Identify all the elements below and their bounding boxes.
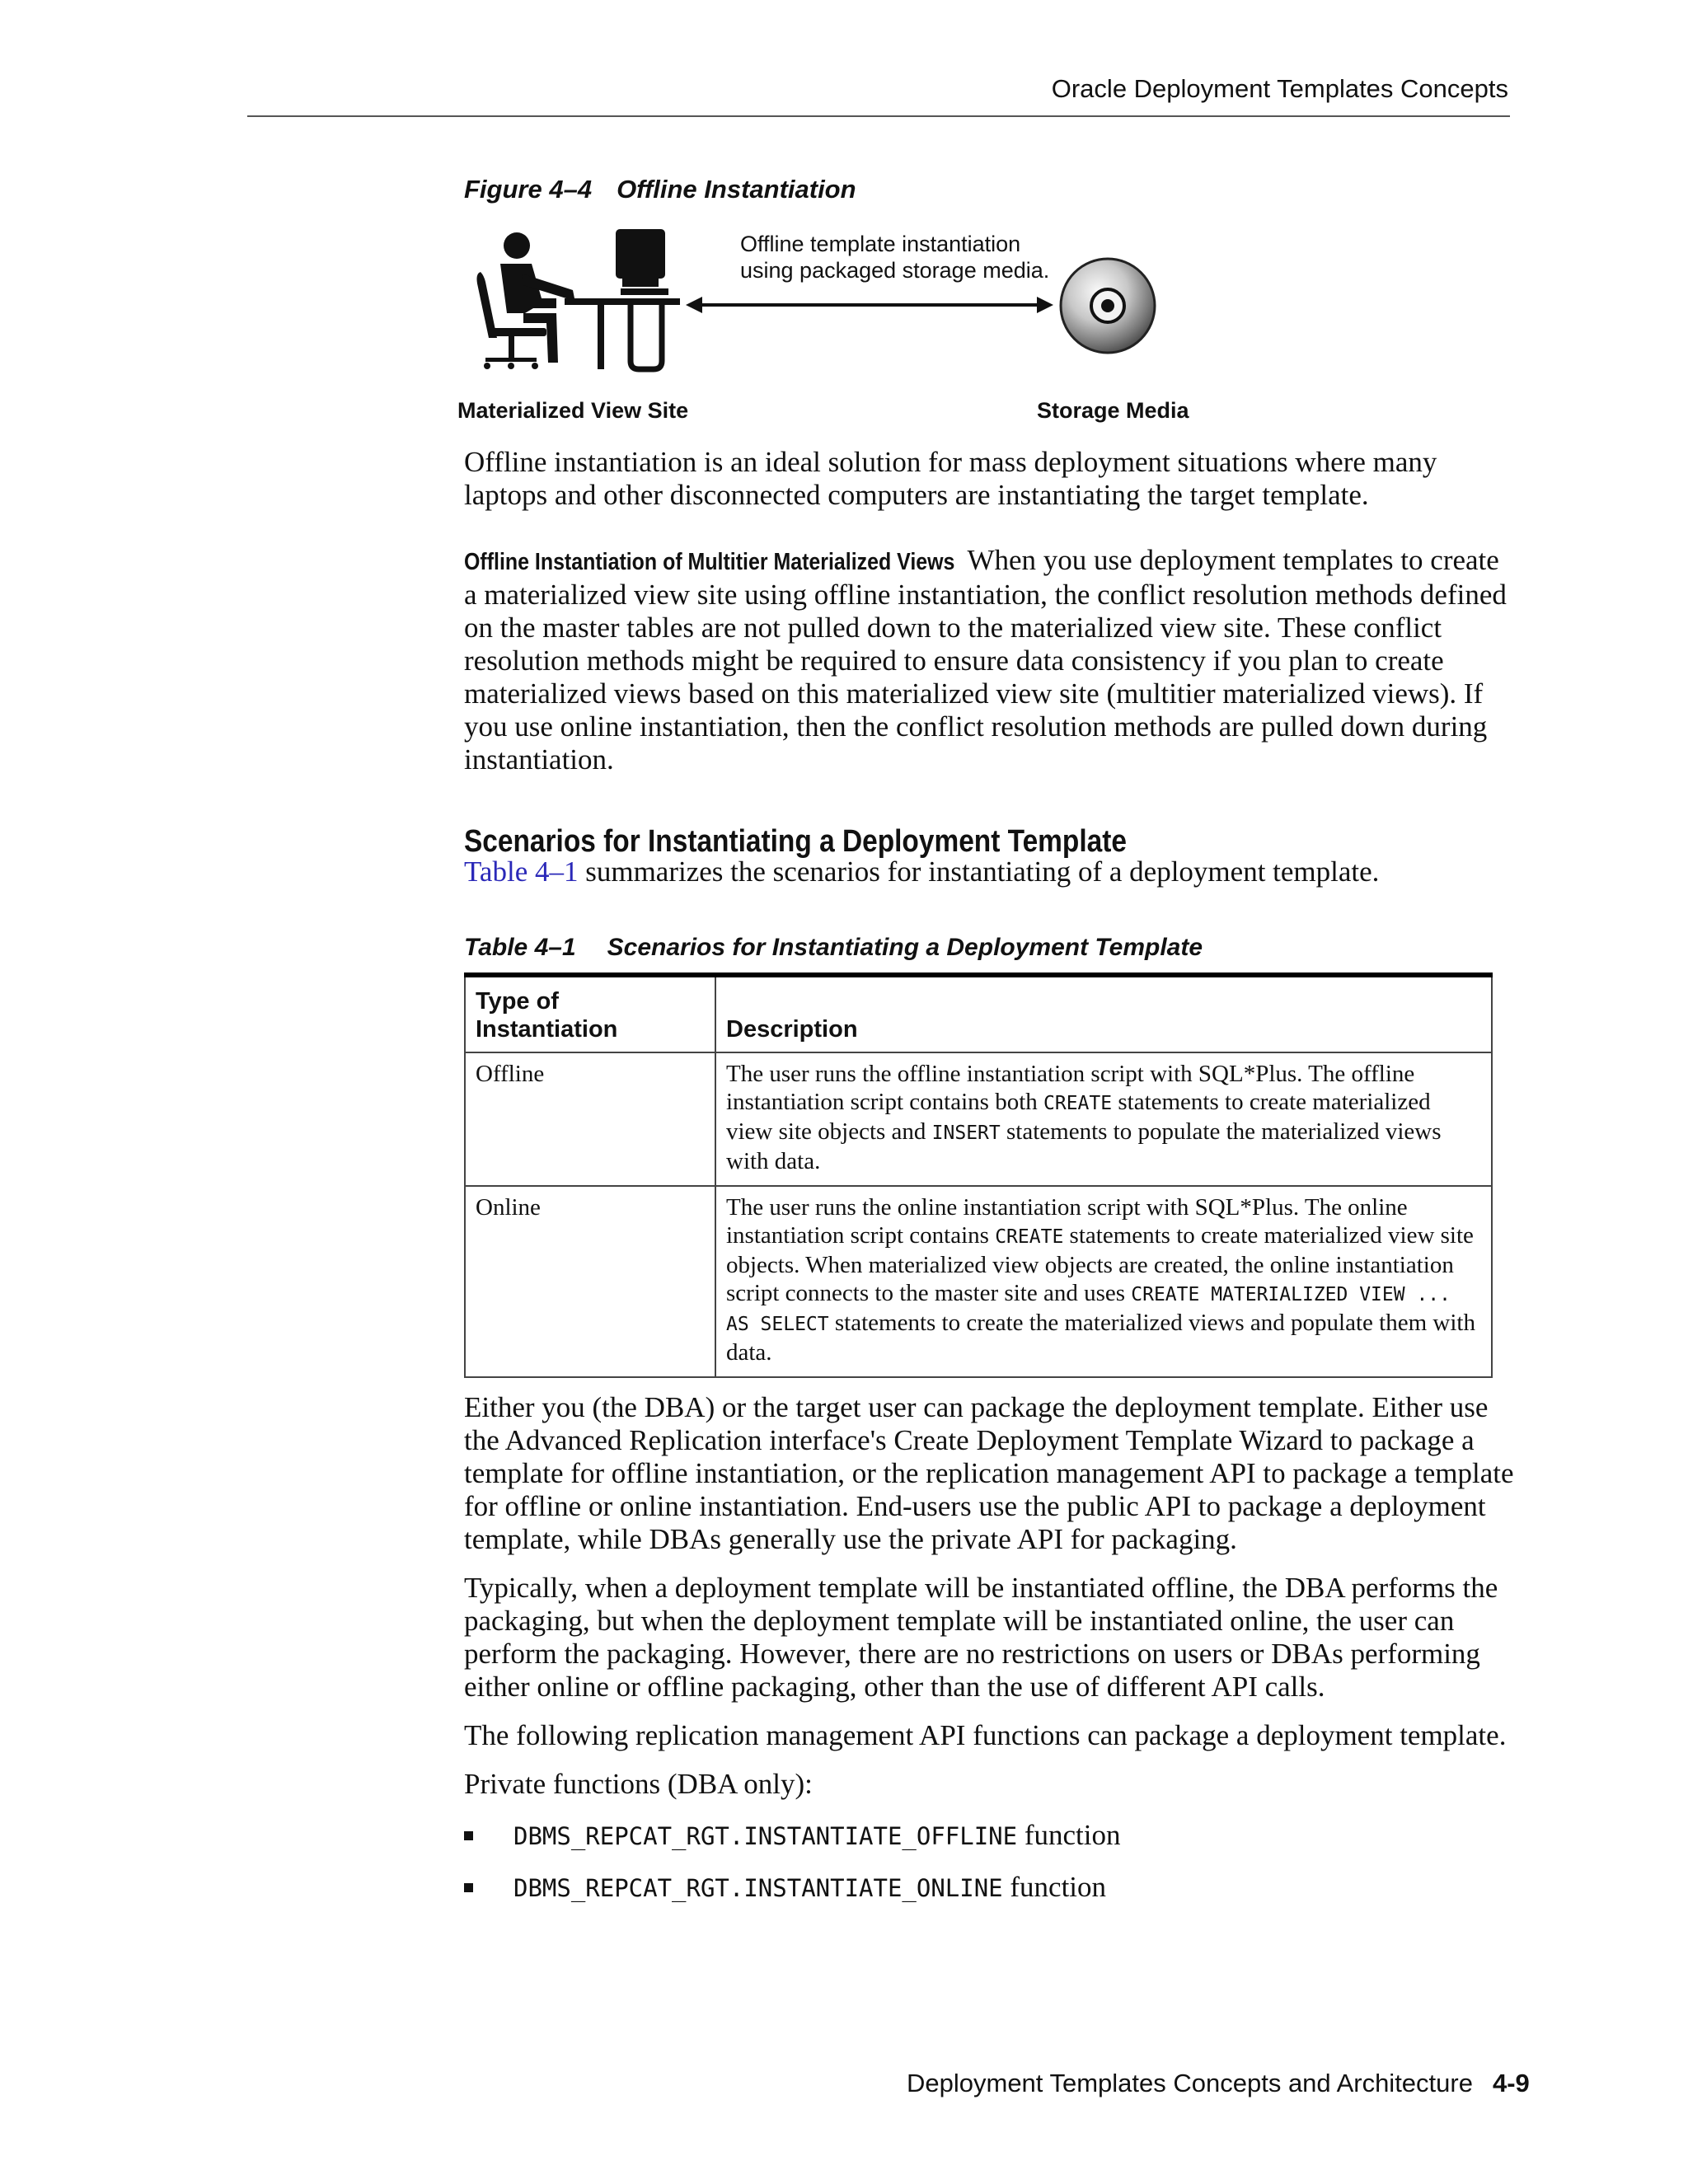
cell-type: Offline xyxy=(465,1052,715,1186)
header-rule xyxy=(247,115,1510,117)
figure-note-line: using packaged storage media. xyxy=(740,258,1050,283)
figure-note-line: Offline template instantiation xyxy=(740,232,1021,256)
section-intro-text: summarizes the scenarios for instantiating of a deployment template. xyxy=(578,855,1380,888)
page-footer xyxy=(907,2069,1530,2098)
paragraph-typically: Typically, when a deployment template will be instantiated offline, the DBA performs the packaging, but when the deployment template will be instantiated online, the user can perform the packaging. However, there are no restrictions on users or DBAs performing either online or offline packaging, other than the use of different API calls. xyxy=(464,1572,1498,1703)
after-table-block xyxy=(464,1391,1515,1923)
code-insert: INSERT xyxy=(931,1122,1001,1144)
table-row xyxy=(465,1052,1492,1186)
code-create: CREATE xyxy=(995,1226,1064,1248)
header-type-of-instantiation: Type of Instantiation xyxy=(465,975,715,1052)
function-list xyxy=(464,1819,1515,1905)
header-description: Description xyxy=(715,975,1492,1052)
paragraph-packaging: Either you (the DBA) or the target user can package the deployment template. Either use the Advanced Replication interface's Create Deployment Template Wizard to package a template for offline instantiation, or the replication management API to package a template for offline or online instantiation. End-users use the public API to package a deployment template, while DBAs generally use the private API for packaging. xyxy=(464,1391,1514,1555)
footer-title: Deployment Templates Concepts and Architecture xyxy=(907,2069,1473,2097)
figure-caption xyxy=(464,175,856,204)
cell-type: Online xyxy=(465,1186,715,1377)
runin-heading: Offline Instantiation of Multitier Materialized Views xyxy=(464,549,955,575)
double-arrow-icon xyxy=(684,293,1055,317)
paragraph-private-functions: Private functions (DBA only): xyxy=(464,1768,813,1800)
cell-description: The user runs the online instantiation script with SQL*Plus. The online instantiation script contains CREATE statements to create materialized view site objects. When materialized view objects are created, the online instantiation script connects to the master site and uses CREATE MATERIALIZED VIEW ... AS SELECT statements to create the materialized views and populate them with data. xyxy=(715,1186,1492,1377)
person-at-computer-icon xyxy=(474,223,680,375)
cell-description: The user runs the offline instantiation script with SQL*Plus. The offline instantiation script contains both CREATE statements to create materialized view site objects and INSERT statements to populate the materialized views with data. xyxy=(715,1052,1492,1186)
list-item: DBMS_REPCAT_RGT.INSTANTIATE_ONLINE function xyxy=(464,1871,1515,1905)
figure-title: Offline Instantiation xyxy=(617,175,856,204)
running-header: Oracle Deployment Templates Concepts xyxy=(1051,74,1508,103)
table-row xyxy=(465,1186,1492,1377)
table-caption xyxy=(464,934,1203,962)
paragraph-offline-ideal: Offline instantiation is an ideal solution for mass deployment situations where many laptops and other disconnected computers are instantiating the target template. xyxy=(464,446,1437,511)
table-number: Table 4–1 xyxy=(464,934,576,961)
code-create-mv: CREATE MATERIALIZED VIEW ... AS SELECT xyxy=(726,1284,1451,1335)
multitier-text: When you use deployment templates to create a materialized view site using offline instantiation, the conflict resolution methods defined on the master tables are not pulled down to the materialized view site. These conflict resolution methods might be required to ensure data consistency if you plan to create materialized views based on this materialized view site (multitier materialized views). If you use online instantiation, then the conflict resolution methods are pulled down during instantiation. xyxy=(464,544,1507,776)
figure-number: Figure 4–4 xyxy=(464,175,593,204)
section-heading: Scenarios for Instantiating a Deployment Template xyxy=(464,824,1127,859)
table-reference-link[interactable]: Table 4–1 xyxy=(464,855,579,888)
paragraph-following: The following replication management API functions can package a deployment template. xyxy=(464,1719,1507,1751)
figure-right-label: Storage Media xyxy=(1037,398,1189,423)
code-create: CREATE xyxy=(1043,1093,1113,1114)
list-item: DBMS_REPCAT_RGT.INSTANTIATE_OFFLINE function xyxy=(464,1819,1515,1853)
bullet-icon xyxy=(464,1831,473,1840)
section-intro xyxy=(464,855,1515,888)
table-title: Scenarios for Instantiating a Deployment Template xyxy=(607,934,1203,961)
page-number: 4-9 xyxy=(1492,2069,1530,2097)
paragraph-multitier xyxy=(464,544,1515,776)
figure-left-label: Materialized View Site xyxy=(457,398,689,423)
optical-disc-icon xyxy=(1057,255,1158,356)
table-header-row xyxy=(465,975,1492,1052)
scenarios-table xyxy=(464,972,1493,1378)
bullet-icon xyxy=(464,1883,473,1892)
